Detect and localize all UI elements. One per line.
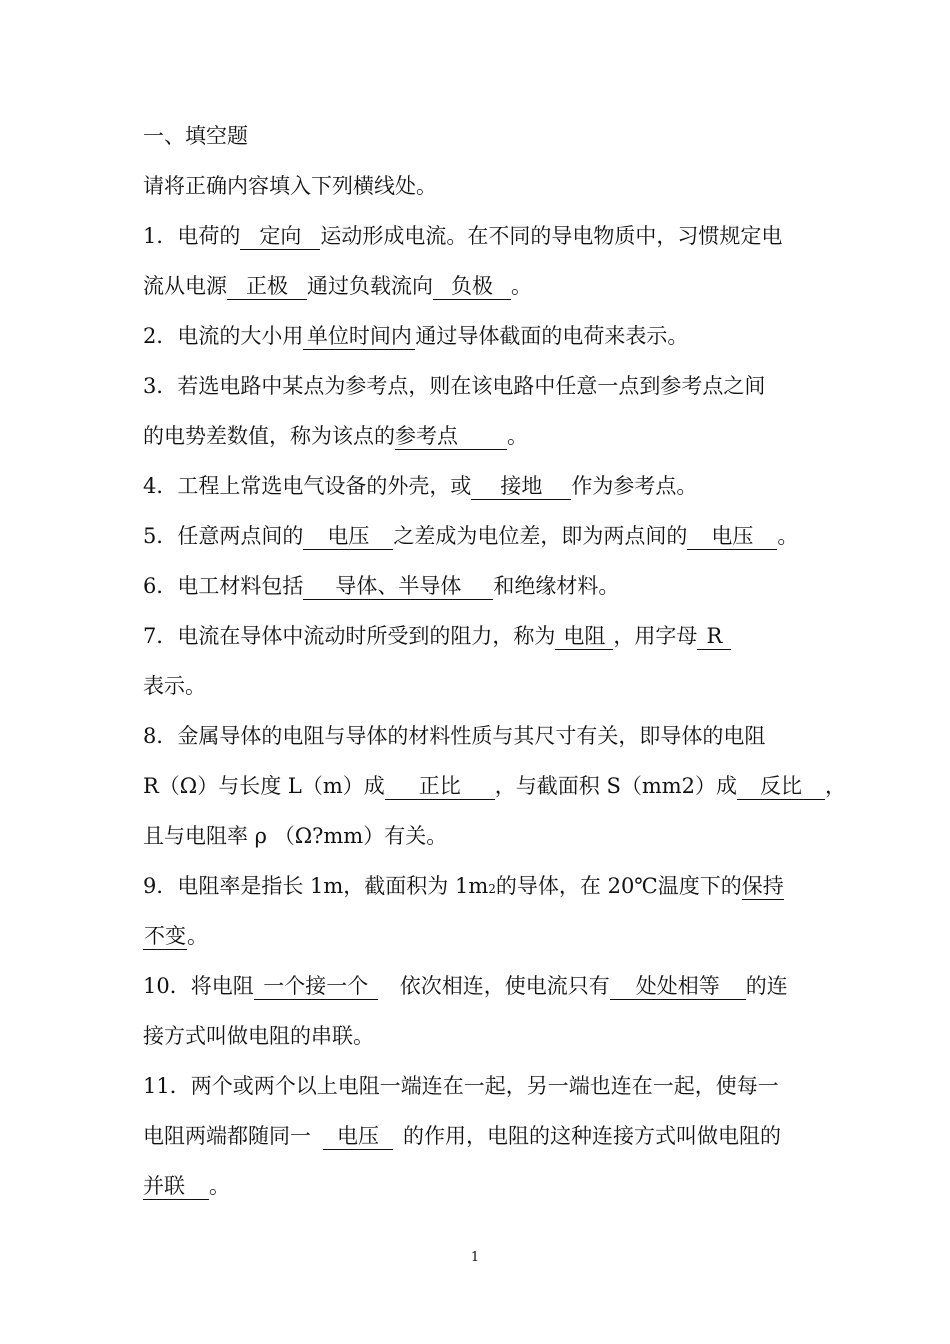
question-9-line-2: 不变。: [144, 924, 208, 948]
answer-blank: 保持: [741, 874, 784, 898]
answer-blank: 一个接一个: [254, 973, 378, 1000]
question-7-line-2: 表示。: [143, 674, 206, 698]
page-number: 1: [470, 1250, 480, 1265]
answer-blank: 电压: [303, 523, 393, 550]
answer-blank: 反比: [737, 773, 825, 800]
answer-blank: 电压: [687, 523, 777, 550]
question-10-line-1: 10．将电阻 一个接一个 依次相连，使电流只有 处处相等 的连: [143, 974, 788, 998]
answer-blank: 导体、半导体: [303, 573, 493, 600]
answer-blank: 参考点: [395, 423, 507, 450]
answer-blank: 单位时间内: [303, 323, 415, 350]
question-8-line-3: 且与电阻率 ρ （Ω?mm）有关。: [143, 824, 448, 848]
answer-blank: 接地: [471, 473, 571, 500]
answer-blank: 电阻: [555, 623, 613, 650]
question-4: 4．工程上常选电气设备的外壳，或 接地 作为参考点。: [143, 474, 698, 498]
question-8-line-2: R（Ω）与长度 L（m）成 正比 ，与截面积 S（mm2）成 反比 ，: [143, 774, 847, 798]
answer-blank: 并联: [143, 1173, 209, 1200]
answer-blank: 负极: [433, 273, 511, 300]
question-9-line-1: 9．电阻率是指长 1m，截面积为 1m2的导体，在 20℃温度下的保持: [143, 874, 784, 898]
question-3-line-2: 的电势差数值，称为该点的参考点 。: [143, 424, 528, 448]
answer-blank: 定向: [240, 223, 320, 250]
answer-blank: R: [697, 623, 731, 650]
question-1-line-2: 流从电源 正极 通过负载流向 负极 。: [143, 274, 532, 298]
answer-blank: 不变: [144, 924, 186, 948]
question-11-line-3: 并联 。: [143, 1174, 230, 1198]
question-10-line-2: 接方式叫做电阻的串联。: [143, 1024, 374, 1048]
question-7-line-1: 7．电流在导体中流动时所受到的阻力，称为 电阻 ，用字母 R: [143, 621, 731, 651]
question-3-line-1: 3．若选电路中某点为参考点，则在该电路中任意一点到参考点之间: [143, 374, 766, 398]
answer-blank: 正极: [227, 273, 307, 300]
question-8-line-1: 8．金属导体的电阻与导体的材料性质与其尺寸有关，即导体的电阻: [143, 724, 766, 748]
answer-blank: 处处相等: [610, 973, 746, 1000]
answer-blank: 电压: [323, 1123, 393, 1150]
instruction: 请将正确内容填入下列横线处。: [143, 174, 437, 198]
question-2: 2．电流的大小用 单位时间内 通过导体截面的电荷来表示。: [143, 324, 689, 348]
question-11-line-1: 11．两个或两个以上电阻一端连在一起，另一端也连在一起，使每一: [143, 1074, 779, 1098]
section-title: 一、填空题: [143, 124, 248, 148]
question-11-line-2: 电阻两端都随同一 电压 的作用，电阻的这种连接方式叫做电阻的: [143, 1124, 781, 1148]
answer-blank: 正比: [385, 773, 495, 800]
question-5: 5．任意两点间的 电压 之差成为电位差，即为两点间的 电压 。: [143, 524, 799, 548]
question-1-line-1: 1．电荷的 定向 运动形成电流。在不同的导电物质中，习惯规定电: [143, 224, 783, 248]
question-6: 6．电工材料包括 导体、半导体 和绝缘材料。: [143, 574, 620, 598]
